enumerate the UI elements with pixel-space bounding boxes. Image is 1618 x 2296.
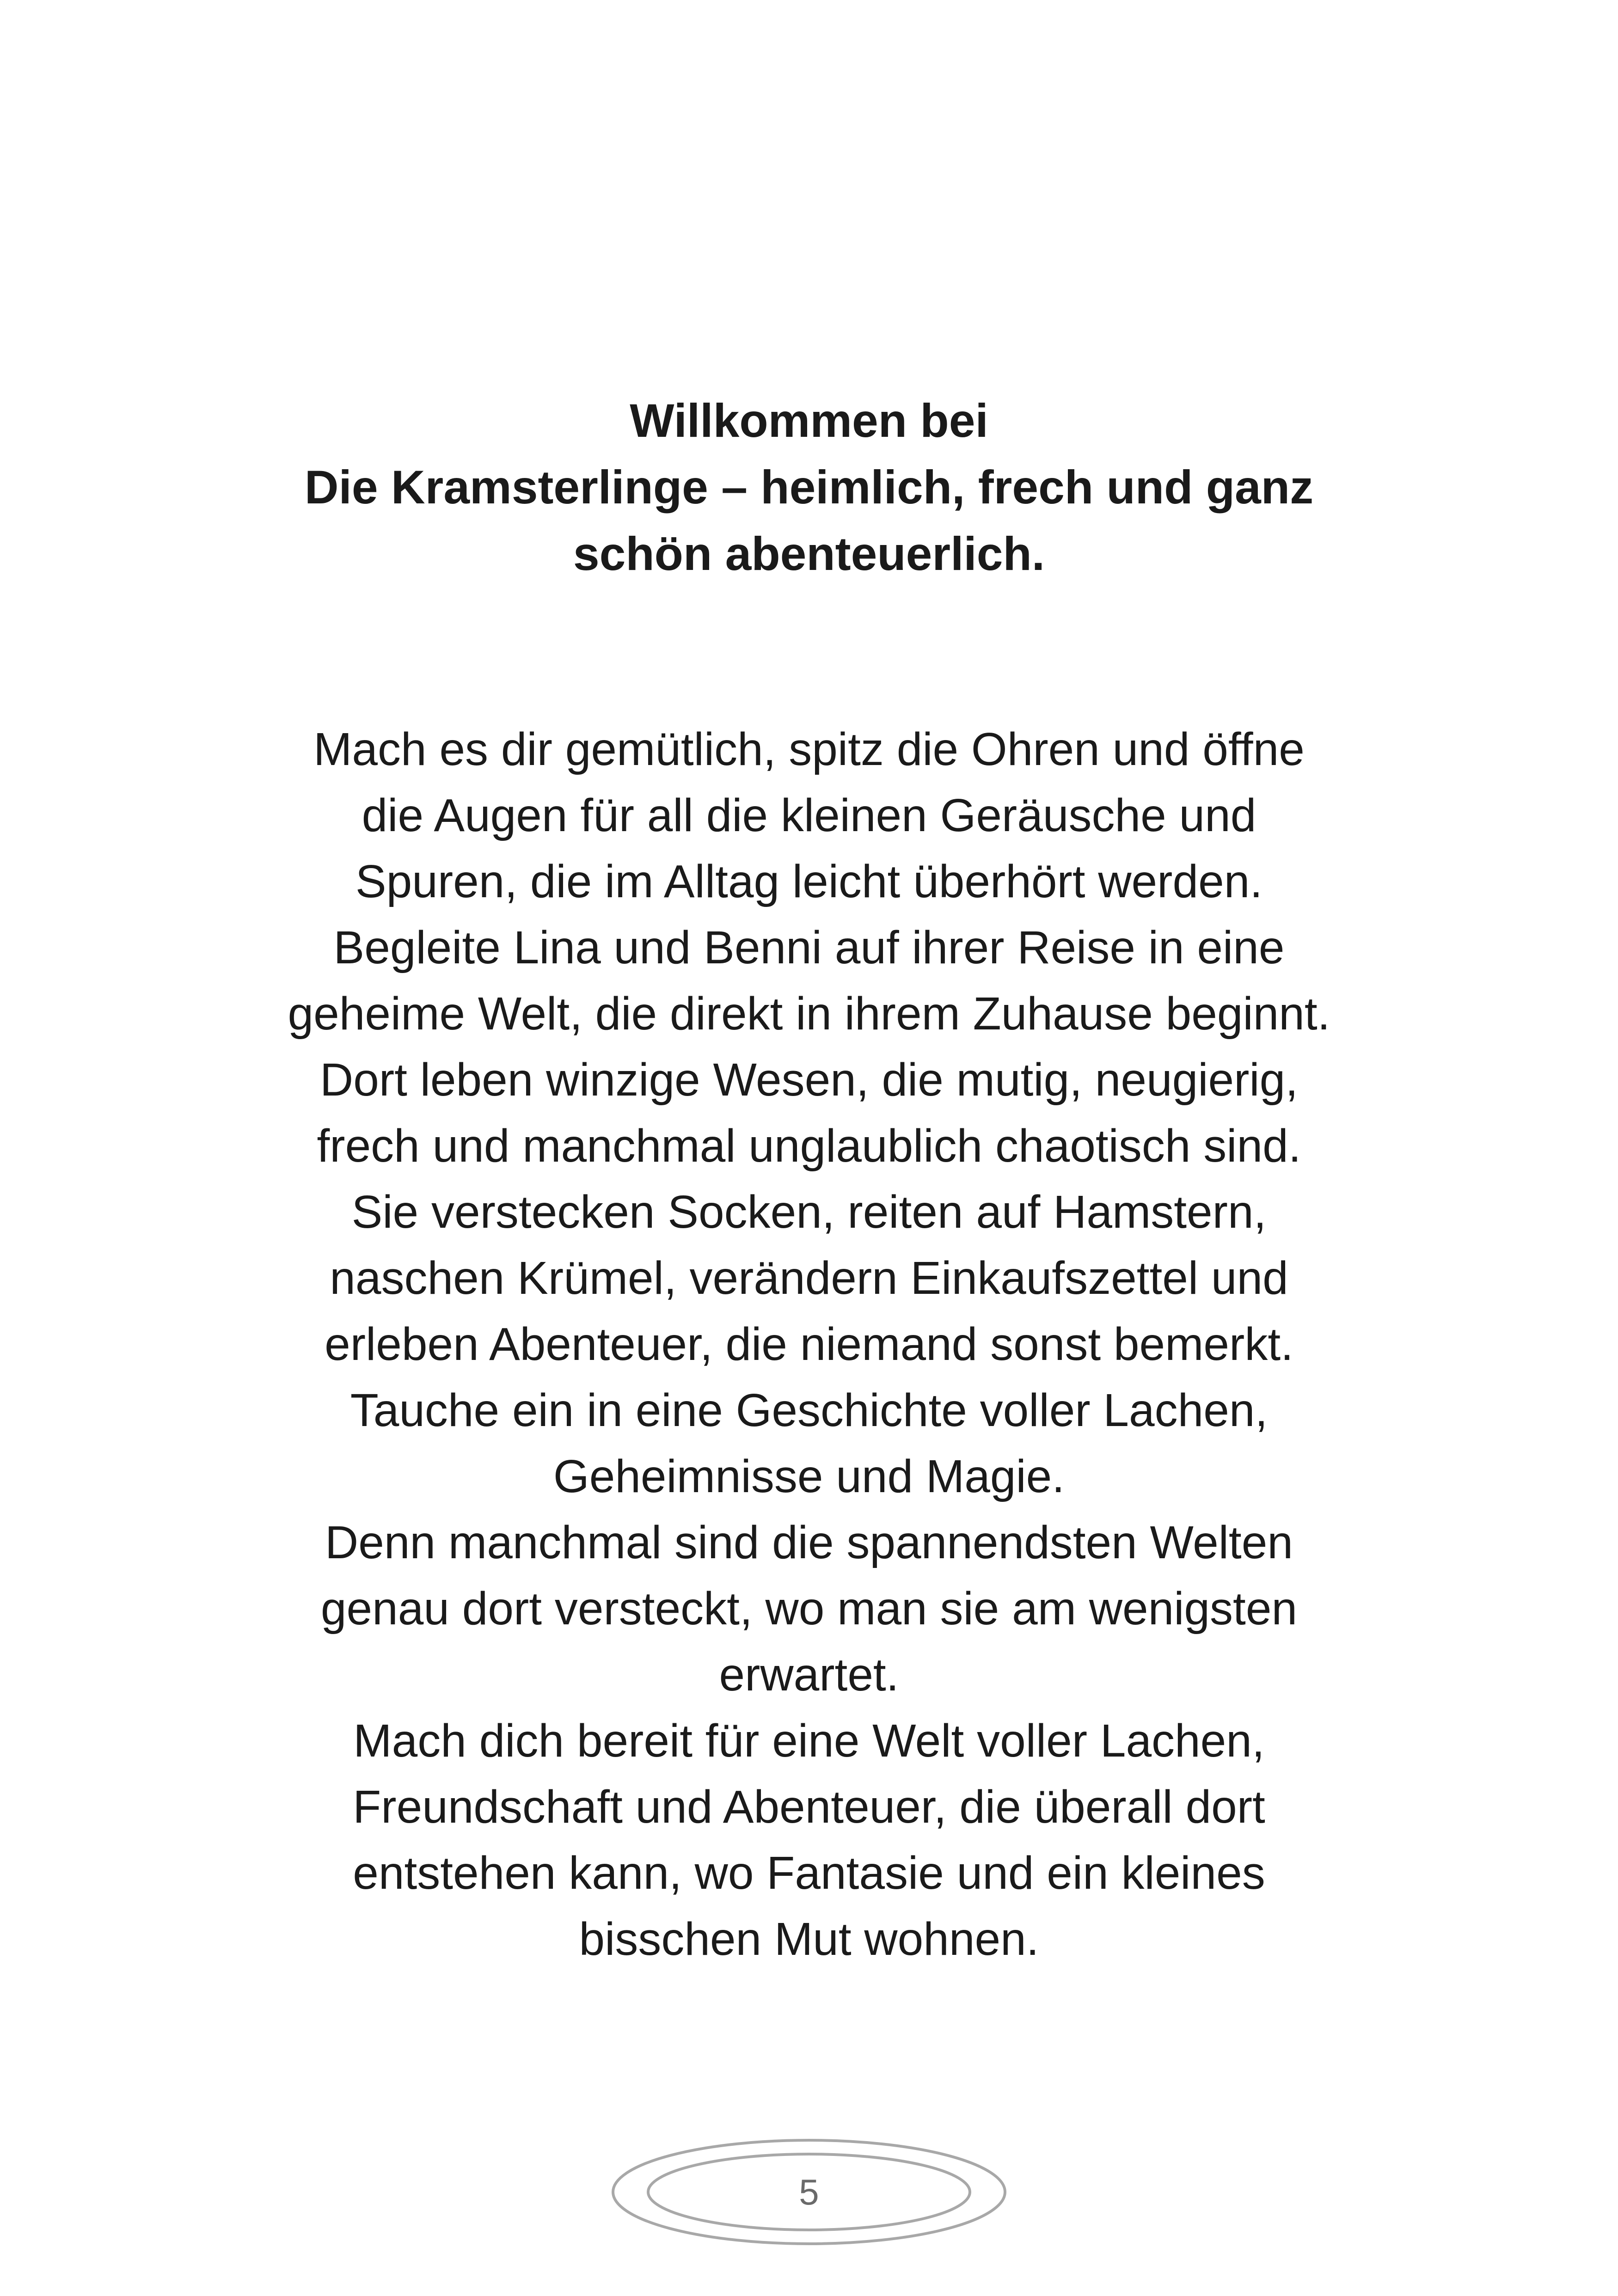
body-line: frech und manchmal unglaublich chaotisch sind. — [317, 1120, 1301, 1172]
body-line: Spuren, die im Alltag leicht überhört werden. — [355, 856, 1263, 907]
body-line: Mach dich bereit für eine Welt voller Lachen, — [353, 1715, 1265, 1767]
body-line: Tauche ein in eine Geschichte voller Lachen, — [350, 1384, 1268, 1436]
title-line: Die Kramsterlinge – heimlich, frech und ganz — [304, 461, 1314, 514]
body-line: Mach es dir gemütlich, spitz die Ohren und öffne — [313, 723, 1305, 775]
body-line: Freundschaft und Abenteuer, die überall dort — [353, 1781, 1265, 1833]
body-line: entstehen kann, wo Fantasie und ein kleines — [353, 1847, 1265, 1899]
title-line: schön abenteuerlich. — [573, 527, 1045, 580]
body-line: die Augen für all die kleinen Geräusche und — [362, 790, 1256, 841]
body-line: bisschen Mut wohnen. — [579, 1913, 1039, 1965]
page-number: 5 — [799, 2172, 819, 2212]
body-line: geheime Welt, die direkt in ihrem Zuhause beginnt. — [288, 988, 1330, 1040]
page-title — [139, 387, 1479, 587]
title-line: Willkommen bei — [630, 394, 988, 447]
body-text — [116, 716, 1502, 1972]
body-line: Dort leben winzige Wesen, die mutig, neugierig, — [320, 1054, 1298, 1106]
body-line: Geheimnisse und Magie. — [553, 1451, 1065, 1502]
body-line: Sie verstecken Socken, reiten auf Hamstern, — [351, 1186, 1267, 1238]
body-line: erwartet. — [719, 1649, 899, 1701]
page-number-badge — [611, 2138, 1007, 2246]
body-line: erleben Abenteuer, die niemand sonst bemerkt. — [325, 1318, 1293, 1370]
body-line: Begleite Lina und Benni auf ihrer Reise in eine — [333, 922, 1285, 974]
body-line: Denn manchmal sind die spannendsten Welten — [325, 1517, 1293, 1568]
body-line: naschen Krümel, verändern Einkaufszettel und — [330, 1252, 1288, 1304]
body-line: genau dort versteckt, wo man sie am wenigsten — [320, 1583, 1298, 1635]
